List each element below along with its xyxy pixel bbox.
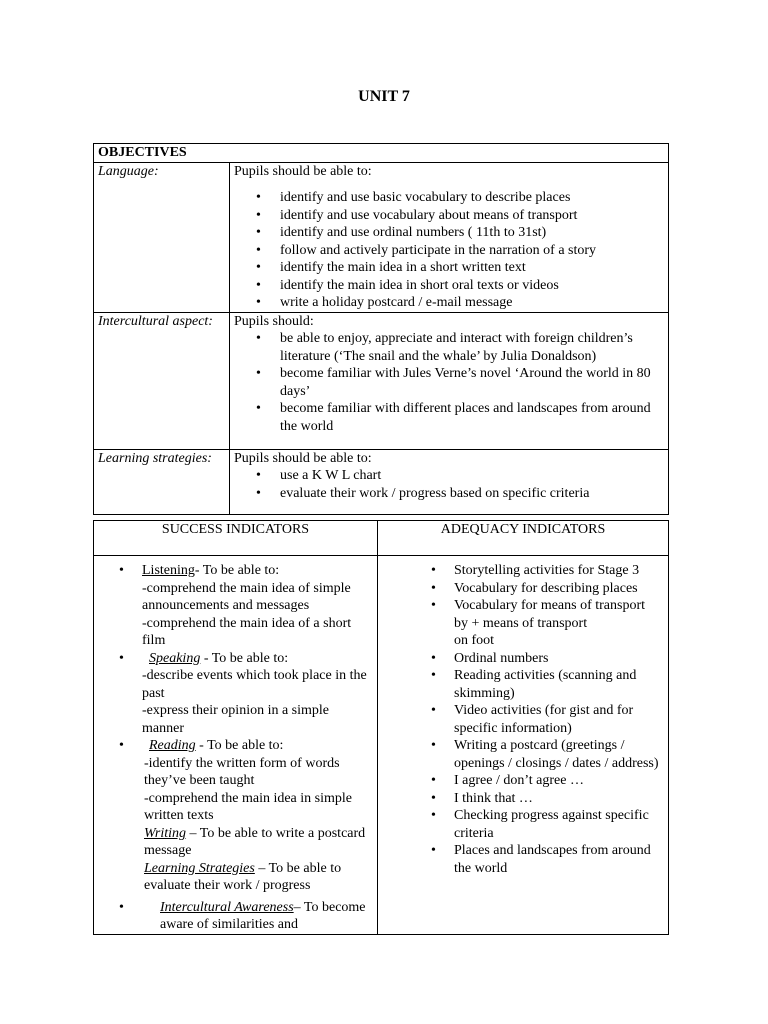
- list-item: • identify and use vocabulary about means of transport: [280, 207, 664, 225]
- list-item: • identify and use basic vocabulary to describe places: [280, 189, 664, 207]
- success-intercultural: • Intercultural Awareness– To become aware of similarities and: [142, 899, 373, 934]
- list-item: • become familiar with different places and landscapes from around the world: [280, 400, 664, 435]
- list-item: • Storytelling activities for Stage 3: [454, 562, 664, 580]
- list-item: • identify the main idea in a short written text: [280, 259, 664, 277]
- intercultural-list: [234, 330, 664, 435]
- list-item: • Vocabulary for means of transport by + means of transport on foot: [454, 597, 664, 650]
- list-item: • be able to enjoy, appreciate and interact with foreign children’s literature (‘The snail and the whale’ by Julia Donaldson): [280, 330, 664, 365]
- language-cell: [230, 162, 669, 312]
- success-listening: • Listening- To be able to: -comprehend the main idea of simple announcements and messages -comprehend the main idea of a short film: [142, 562, 373, 650]
- adequacy-indicators-header: ADEQUACY INDICATORS: [378, 521, 669, 556]
- success-indicators-header: SUCCESS INDICATORS: [94, 521, 378, 556]
- learning-cell: [230, 449, 669, 514]
- objectives-table: [93, 143, 669, 515]
- success-speaking: • Speaking - To be able to: -describe events which took place in the past -express their opinion in a simple manner: [142, 650, 373, 738]
- list-item: • Reading activities (scanning and skimming): [454, 667, 664, 702]
- success-indicators-cell: [94, 556, 378, 935]
- list-item: • Writing a postcard (greetings / openings / closings / dates / address): [454, 737, 664, 772]
- list-item: • Vocabulary for describing places: [454, 580, 664, 598]
- list-item: • evaluate their work / progress based on specific criteria: [280, 485, 664, 503]
- list-item: • become familiar with Jules Verne’s novel ‘Around the world in 80 days’: [280, 365, 664, 400]
- language-label: Language:: [94, 162, 230, 312]
- objectives-header: OBJECTIVES: [94, 144, 669, 163]
- list-item: • I agree / don’t agree …: [454, 772, 664, 790]
- language-list: [234, 189, 664, 312]
- list-item: • use a K W L chart: [280, 467, 664, 485]
- indicators-table: [93, 520, 669, 935]
- success-strategies: Learning Strategies – To be able to evaluate their work / progress: [144, 860, 342, 893]
- language-intro: Pupils should be able to:: [234, 163, 372, 179]
- page-title: UNIT 7: [358, 88, 410, 105]
- list-item: • write a holiday postcard / e-mail message: [280, 294, 664, 312]
- list-item: • Video activities (for gist and for specific information): [454, 702, 664, 737]
- intercultural-cell: [230, 312, 669, 449]
- intercultural-label: Intercultural aspect:: [94, 312, 230, 449]
- list-item: • identify and use ordinal numbers ( 11th to 31st): [280, 224, 664, 242]
- adequacy-indicators-cell: [378, 556, 669, 935]
- list-item: • I think that …: [454, 790, 664, 808]
- list-item: • Places and landscapes from around the world: [454, 842, 664, 877]
- adequacy-list: [382, 562, 664, 877]
- list-item: • Ordinal numbers: [454, 650, 664, 668]
- learning-label: Learning strategies:: [94, 449, 230, 514]
- success-writing: Writing – To be able to write a postcard message: [144, 825, 366, 858]
- list-item: • follow and actively participate in the narration of a story: [280, 242, 664, 260]
- list-item: • Checking progress against specific criteria: [454, 807, 664, 842]
- list-item: • identify the main idea in short oral texts or videos: [280, 277, 664, 295]
- success-list: [98, 562, 373, 934]
- intercultural-intro: Pupils should:: [234, 313, 314, 329]
- success-reading: • Reading - To be able to: -identify the written form of words they’ve been taught -comprehend the main idea in simple written texts Writing – To be able to write a postcard message Learning Strategies – To be able to evaluate their work / progress: [142, 737, 373, 895]
- learning-list: [234, 467, 664, 502]
- learning-intro: Pupils should be able to:: [234, 450, 372, 466]
